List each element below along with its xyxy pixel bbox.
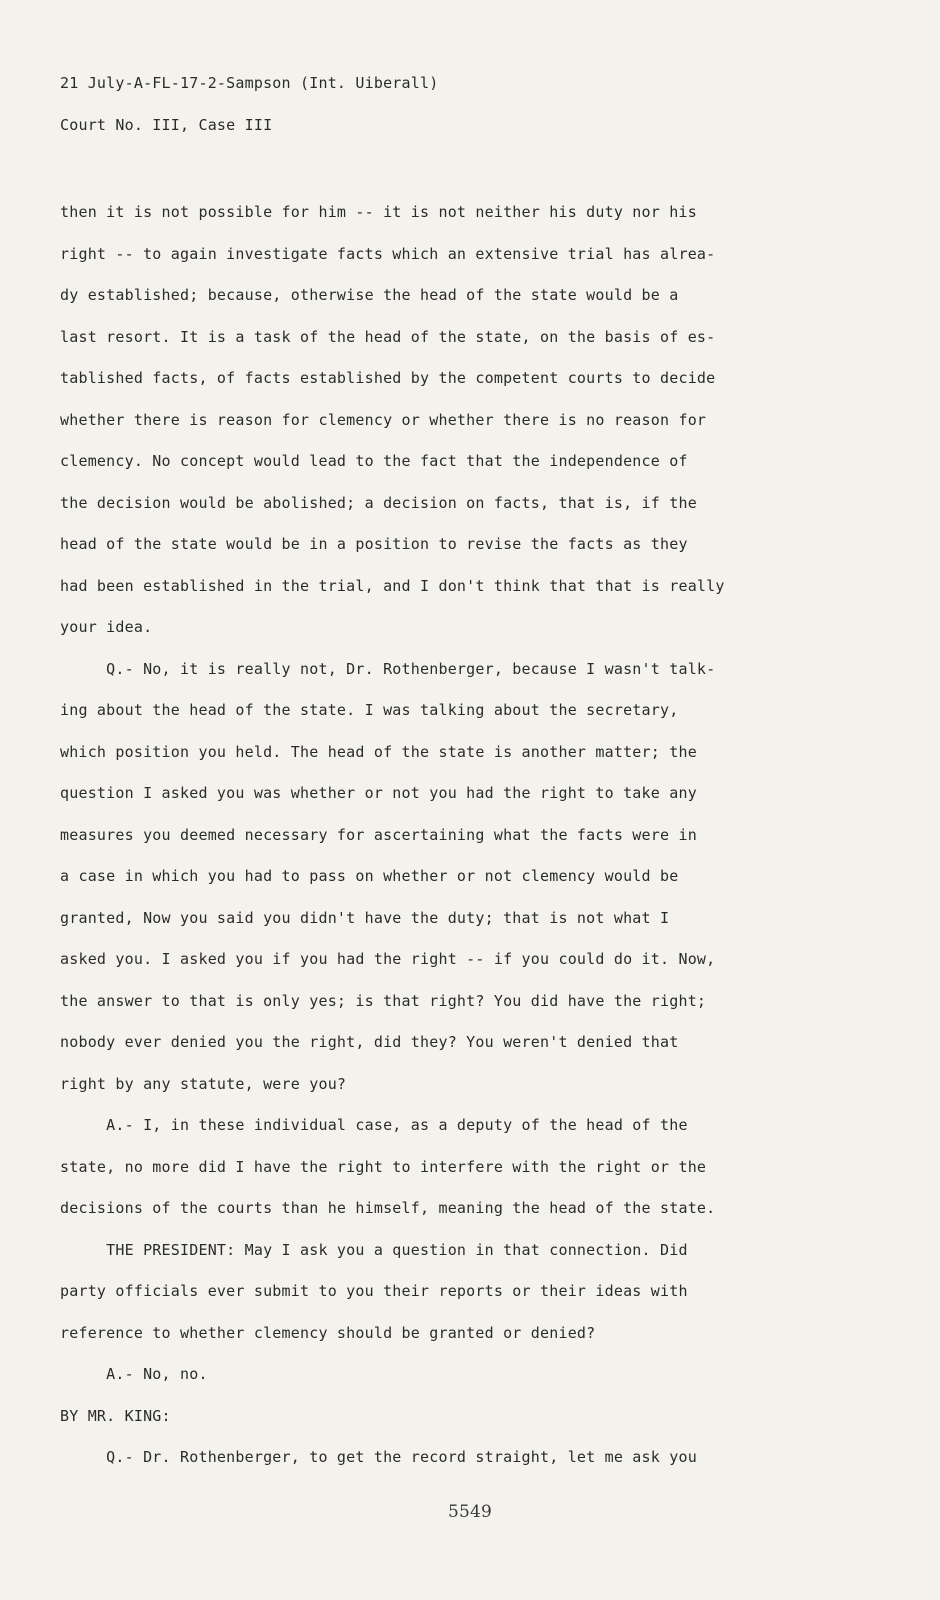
text-line: a case in which you had to pass on whether or not clemency would be — [60, 867, 679, 885]
text-line: state, no more did I have the right to interfere with the right or the — [60, 1157, 707, 1176]
text-line: A.- No, no. — [60, 1365, 208, 1383]
text-line: decisions of the courts than he himself, meaning the head of the state. — [60, 1199, 716, 1217]
text-line: nobody ever denied you the right, did they? You weren't denied that — [60, 1033, 679, 1051]
text-line: had been established in the trial, and I don't think that that is really — [60, 576, 725, 595]
text-line: your idea. — [60, 618, 153, 636]
text-line: which position you held. The head of the state is another matter; the — [60, 742, 697, 761]
text-line: reference to whether clemency should be granted or denied? — [60, 1323, 596, 1342]
text-line: whether there is reason for clemency or whether there is no reason for — [60, 410, 707, 429]
text-line: right -- to again investigate facts which an extensive trial has alrea- — [60, 244, 716, 263]
text-line: ing about the head of the state. I was talking about the secretary, — [60, 701, 679, 719]
text-line: THE PRESIDENT: May I ask you a question in that connection. Did — [60, 1240, 688, 1259]
text-line: granted, Now you said you didn't have the duty; that is not what I — [60, 908, 670, 927]
transcript-body — [60, 192, 900, 1479]
text-line: asked you. I asked you if you had the right -- if you could do it. Now, — [60, 950, 716, 968]
text-line: last resort. It is a task of the head of the state, on the basis of es- — [60, 327, 716, 346]
text-line: Q.- Dr. Rothenberger, to get the record straight, let me ask you — [60, 1448, 697, 1466]
text-line: the answer to that is only yes; is that right? You did have the right; — [60, 991, 707, 1010]
text-line: dy established; because, otherwise the head of the state would be a — [60, 286, 679, 304]
text-line: A.- I, in these individual case, as a deputy of the head of the — [60, 1116, 688, 1134]
text-line: tablished facts, of facts established by the competent courts to decide — [60, 369, 716, 387]
text-line: clemency. No concept would lead to the fact that the independence of — [60, 452, 688, 470]
text-line: head of the state would be in a position to revise the facts as they — [60, 535, 688, 553]
text-line: BY MR. KING: — [60, 1406, 171, 1425]
page-number: 5549 — [447, 1502, 493, 1522]
court-case-line: Court No. III, Case III — [60, 116, 273, 134]
transcript-reference: 21 July-A-FL-17-2-Sampson (Int. Uiberall) — [60, 74, 439, 92]
text-line: the decision would be abolished; a decision on facts, that is, if the — [60, 493, 697, 512]
text-line: measures you deemed necessary for ascertaining what the facts were in — [60, 825, 697, 844]
text-line: right by any statute, were you? — [60, 1074, 347, 1093]
text-line: party officials ever submit to you their reports or their ideas with — [60, 1282, 688, 1300]
text-line: Q.- No, it is really not, Dr. Rothenberger, because I wasn't talk- — [60, 659, 716, 678]
text-line: then it is not possible for him -- it is not neither his duty nor his — [60, 203, 697, 221]
text-line: question I asked you was whether or not you had the right to take any — [60, 784, 697, 802]
